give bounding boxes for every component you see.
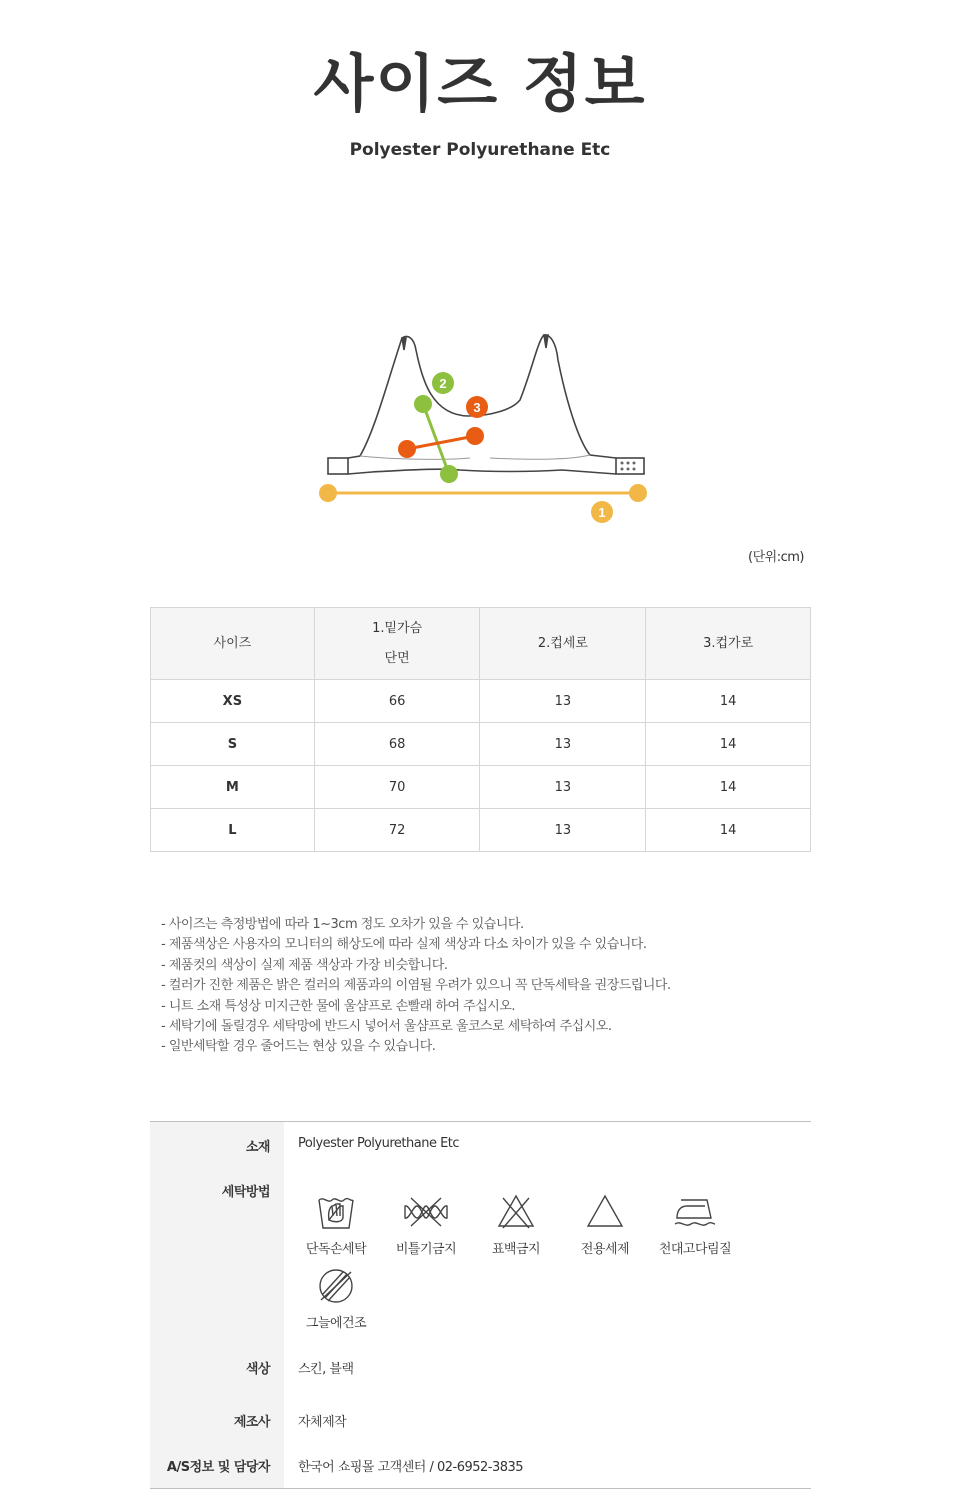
cell-size: M xyxy=(151,766,315,809)
cell-cup-height: 13 xyxy=(480,766,646,809)
material-subtitle: Polyester Polyurethane Etc xyxy=(349,140,611,160)
note-item: - 제품색상은 사용자의 모니터의 해상도에 따라 실제 색상과 다소 차이가 있을 수 있습니다. xyxy=(161,937,647,953)
cell-cup-width: 14 xyxy=(646,680,811,723)
note-item: - 일반세탁할 경우 줄어드는 현상 있을 수 있습니다. xyxy=(161,1039,436,1055)
info-label-column xyxy=(150,1122,284,1488)
material-label: 소재 xyxy=(245,1140,270,1155)
cell-size: S xyxy=(151,723,315,766)
note-item: - 제품컷의 색상이 실제 제품 색상과 가장 비슷합니다. xyxy=(161,957,448,973)
cell-cup-height: 13 xyxy=(480,723,646,766)
wash-item-special-detergent xyxy=(560,1192,650,1257)
header-underbust xyxy=(314,608,480,680)
cell-underbust: 68 xyxy=(314,723,480,766)
wash-item-shade-dry xyxy=(291,1266,381,1331)
cell-underbust: 72 xyxy=(314,809,480,852)
wash-item-hand-wash xyxy=(291,1192,381,1257)
measure-line-3 xyxy=(398,396,488,458)
header-underbust-line1: 1.밑가슴 xyxy=(372,620,423,636)
iron-cloth-icon xyxy=(671,1192,719,1232)
note-item: - 니트 소재 특성상 미지근한 물에 울샴프로 손빨래 하여 주십시오. xyxy=(161,998,516,1014)
wash-item-no-wring xyxy=(381,1192,471,1257)
cell-size: L xyxy=(151,809,315,852)
measure-line-2 xyxy=(414,372,458,483)
wash-item-label: 비틀기금지 xyxy=(395,1242,457,1257)
table-row xyxy=(151,680,811,723)
note-item: - 컬러가 진한 제품은 밝은 컬러의 제품과의 이염될 우려가 있으니 꼭 단독세탁을 권장드립니다. xyxy=(161,978,671,994)
wash-item-no-bleach xyxy=(471,1192,561,1257)
table-header-row xyxy=(151,608,811,680)
maker-value: 자체제작 xyxy=(298,1415,347,1430)
cell-size: XS xyxy=(151,680,315,723)
no-bleach-icon xyxy=(495,1192,537,1232)
material-value: Polyester Polyurethane Etc xyxy=(298,1136,460,1151)
table-row xyxy=(151,723,811,766)
bra-measurement-diagram xyxy=(300,320,660,530)
special-detergent-icon xyxy=(584,1192,626,1232)
wash-item-label: 단독손세탁 xyxy=(305,1242,367,1257)
marker-1-label: 1 xyxy=(598,505,606,520)
cell-cup-height: 13 xyxy=(480,680,646,723)
cell-cup-width: 14 xyxy=(646,809,811,852)
page-title: 사이즈 정보 xyxy=(313,47,647,120)
note-item: - 세탁기에 돌릴경우 세탁망에 반드시 넣어서 울샴프로 울코스로 세탁하여 주십시오. xyxy=(161,1019,612,1035)
table-row xyxy=(151,766,811,809)
hand-wash-icon xyxy=(315,1192,357,1232)
header-cup-height: 2.컵세로 xyxy=(480,608,646,680)
marker-3-label: 3 xyxy=(473,400,481,415)
as-label: A/S정보 및 담당자 xyxy=(166,1460,270,1475)
wash-item-label: 전용세제 xyxy=(580,1242,630,1257)
size-table xyxy=(150,607,811,852)
size-notes-list xyxy=(161,915,671,1058)
cell-cup-height: 13 xyxy=(480,809,646,852)
wash-item-label: 표백금지 xyxy=(491,1242,541,1257)
maker-label: 제조사 xyxy=(233,1415,270,1430)
header-underbust-line2: 단면 xyxy=(384,650,410,666)
unit-label: (단위:cm) xyxy=(748,550,804,565)
header-cup-width: 3.컵가로 xyxy=(646,608,811,680)
note-item: - 사이즈는 측정방법에 따라 1~3cm 정도 오차가 있을 수 있습니다. xyxy=(161,917,524,932)
wash-item-label: 천대고다림질 xyxy=(658,1242,732,1257)
no-wring-icon xyxy=(401,1192,451,1232)
cell-cup-width: 14 xyxy=(646,723,811,766)
wash-item-label: 그늘에건조 xyxy=(305,1316,367,1331)
cell-underbust: 66 xyxy=(314,680,480,723)
product-info-table xyxy=(150,1121,811,1489)
wash-label: 세탁방법 xyxy=(221,1185,270,1200)
color-label: 색상 xyxy=(245,1362,270,1377)
cell-underbust: 70 xyxy=(314,766,480,809)
marker-2-label: 2 xyxy=(439,376,447,391)
measure-line-1 xyxy=(319,484,647,523)
header-size: 사이즈 xyxy=(151,608,315,680)
cell-cup-width: 14 xyxy=(646,766,811,809)
wash-item-iron-cloth xyxy=(650,1192,740,1257)
color-value: 스킨, 블랙 xyxy=(298,1362,354,1377)
table-row xyxy=(151,809,811,852)
as-value: 한국어 쇼핑몰 고객센터 / 02-6952-3835 xyxy=(298,1460,524,1475)
shade-dry-icon xyxy=(315,1266,357,1306)
